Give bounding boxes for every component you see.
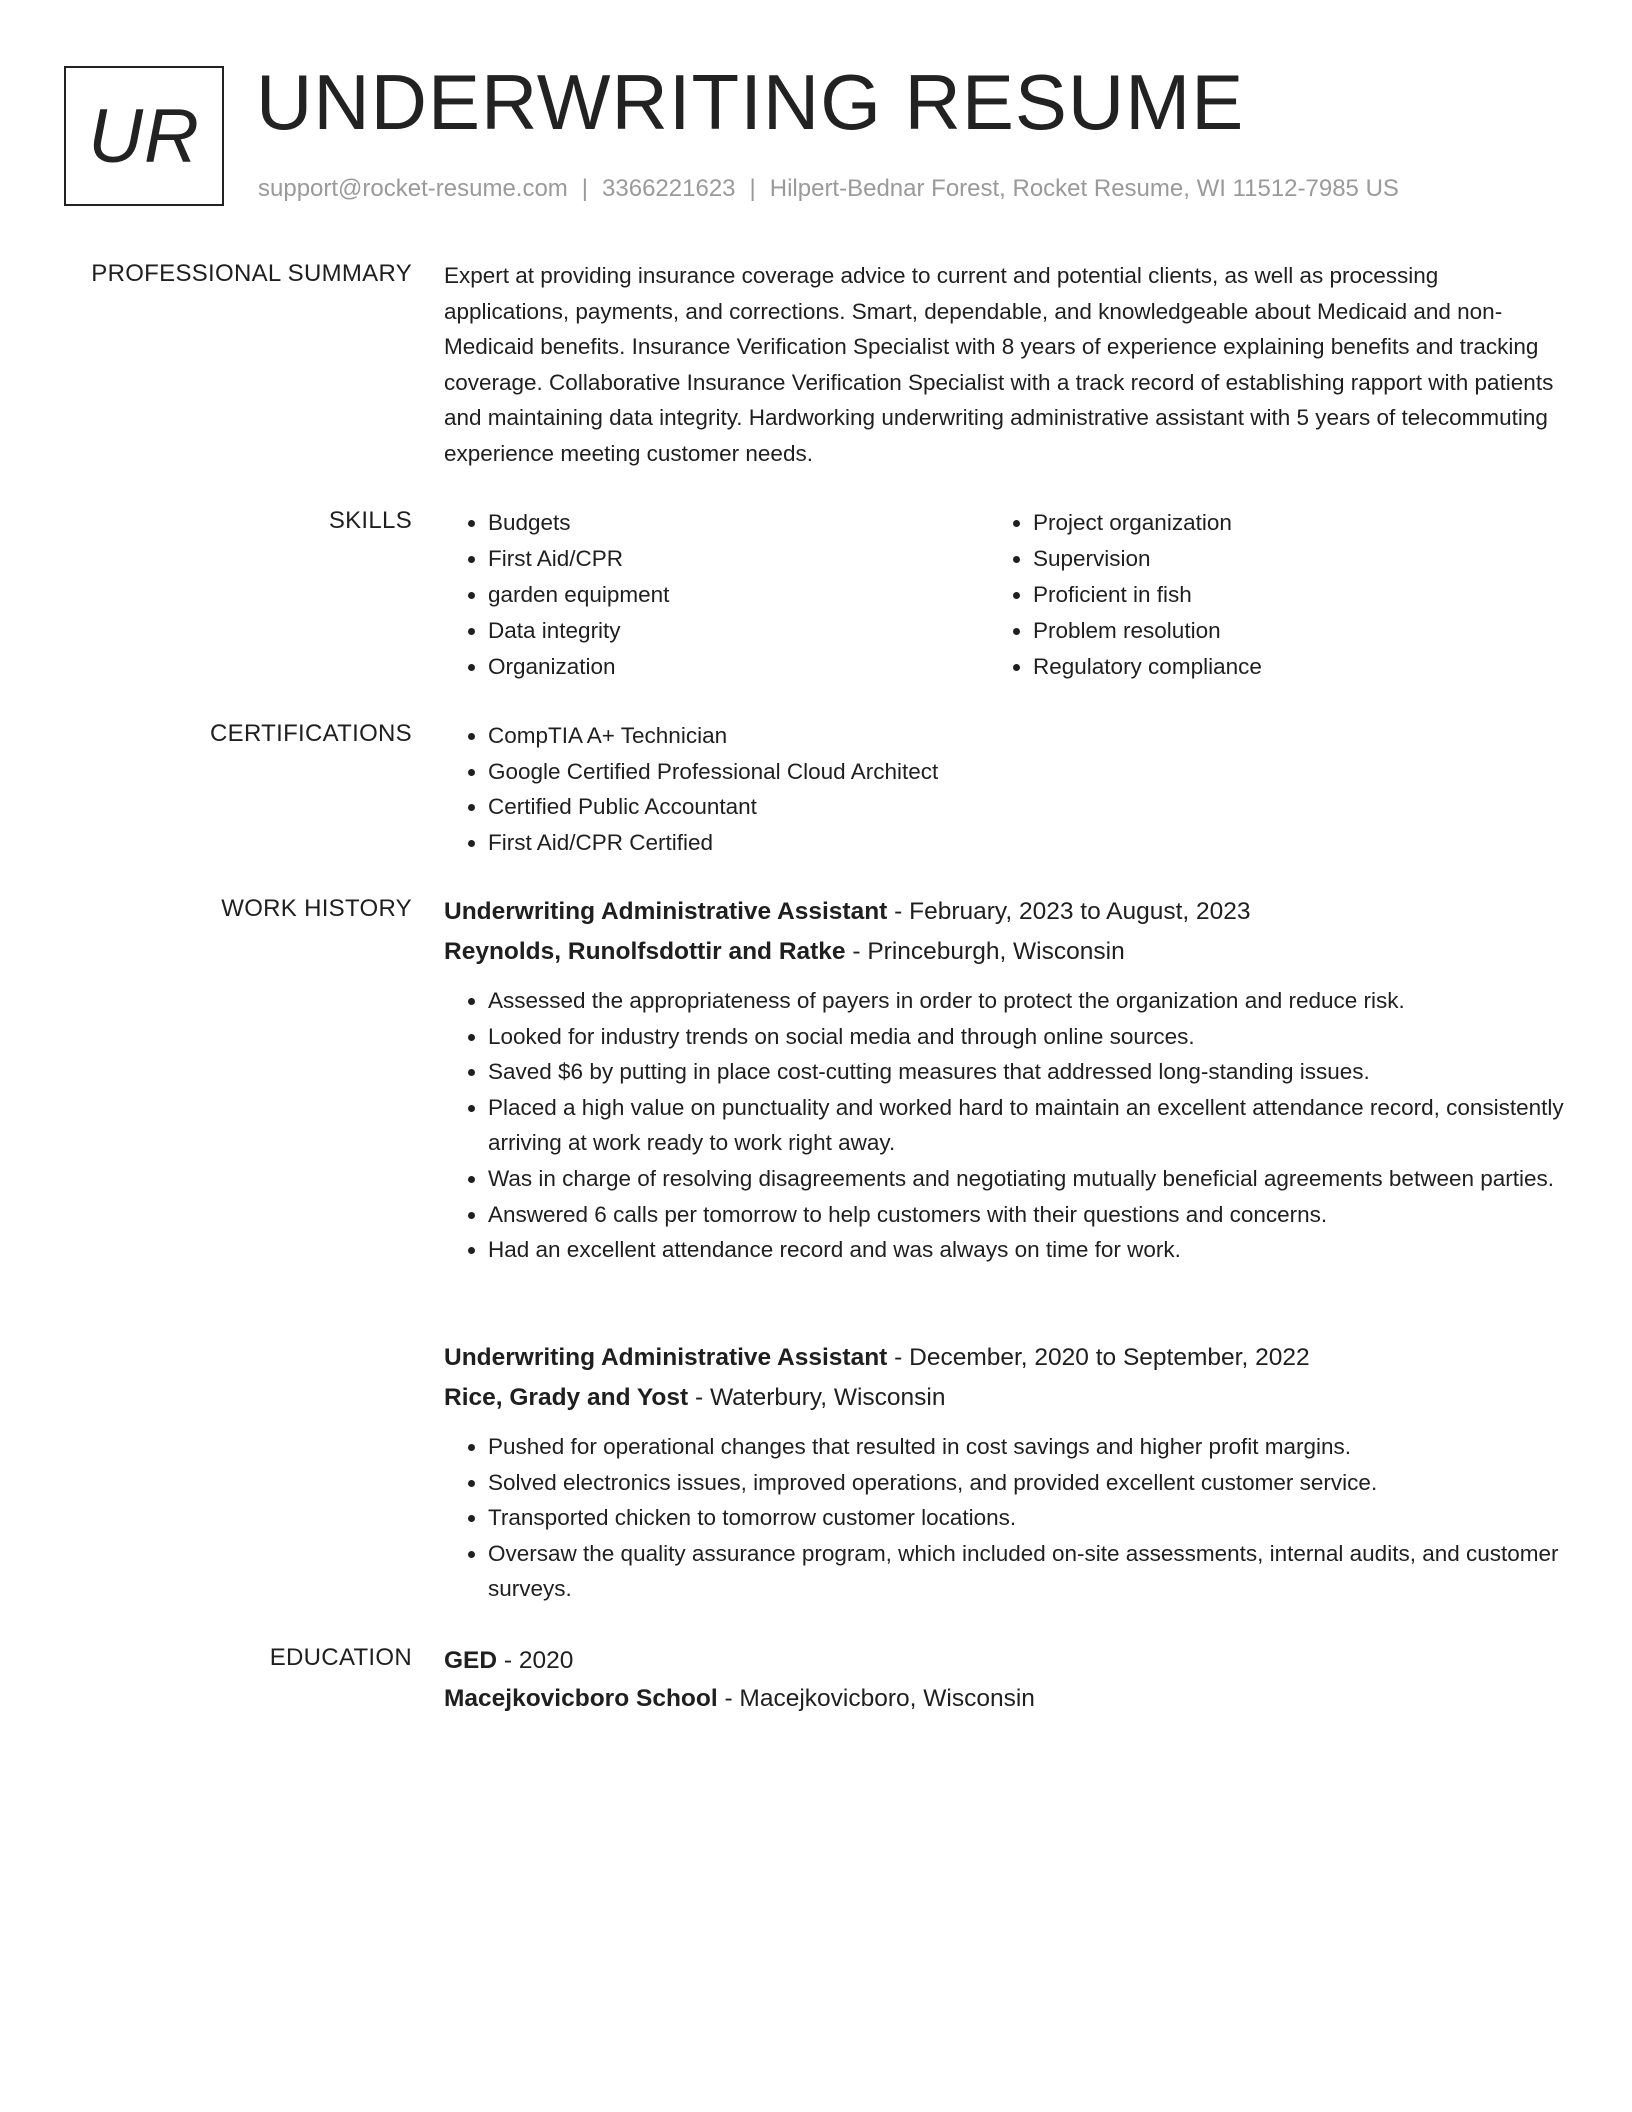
education-school: Macejkovicboro School <box>444 1685 718 1712</box>
job-bullet-item: • Solved electronics issues, improved operations, and provided excellent customer service. <box>488 1465 1564 1501</box>
job-entry <box>444 893 1564 1268</box>
contact-address: Hilpert-Bednar Forest, Rocket Resume, WI 11512-7985 US <box>769 175 1399 202</box>
skills-grid <box>444 505 1564 685</box>
job-company-line <box>444 933 1564 971</box>
job-entry <box>444 1339 1564 1607</box>
contact-separator: | <box>581 175 589 202</box>
education-degree-line <box>444 1642 1564 1680</box>
job-bullet-item: • Had an excellent attendance record and was always on time for work. <box>488 1232 1564 1268</box>
job-bullet-item: • Transported chicken to tomorrow customer locations. <box>488 1500 1564 1536</box>
job-bullet-item: • Looked for industry trends on social media and through online sources. <box>488 1019 1564 1055</box>
job-bullet-item: • Pushed for operational changes that resulted in cost savings and higher profit margins. <box>488 1429 1564 1465</box>
skill-item: • Regulatory compliance <box>1033 649 1534 685</box>
education-school-line <box>444 1680 1564 1718</box>
contact-line <box>258 174 1399 204</box>
certification-item: • Google Certified Professional Cloud Architect <box>488 754 1564 790</box>
education-degree: GED <box>444 1647 498 1674</box>
skill-item: • Budgets <box>488 505 989 541</box>
job-title-line <box>444 1339 1564 1377</box>
contact-phone[interactable]: 3366221623 <box>602 175 736 202</box>
job-bullet-item: • Assessed the appropriateness of payers in order to protect the organization and reduce risk. <box>488 983 1564 1019</box>
section-label-work-history: WORK HISTORY <box>221 895 412 922</box>
skills-list-left <box>444 505 989 685</box>
certification-item: • Certified Public Accountant <box>488 789 1564 825</box>
skill-item: • Project organization <box>1033 505 1534 541</box>
job-location: - Waterbury, Wisconsin <box>688 1384 946 1411</box>
monogram-text: UR <box>88 93 200 179</box>
resume-title: UNDERWRITING RESUME <box>256 58 1245 146</box>
skills-column-right <box>989 505 1534 685</box>
certification-item: • First Aid/CPR Certified <box>488 825 1564 861</box>
certifications-body <box>444 718 1564 860</box>
certification-item: • CompTIA A+ Technician <box>488 718 1564 754</box>
job-title: Underwriting Administrative Assistant <box>444 898 888 925</box>
education-body <box>444 1642 1564 1718</box>
job-bullets <box>444 1429 1564 1607</box>
skills-list-right <box>989 505 1534 685</box>
contact-separator: | <box>749 175 756 202</box>
job-bullet-item: • Answered 6 calls per tomorrow to help customers with their questions and concerns. <box>488 1197 1564 1233</box>
skill-item: • Supervision <box>1033 541 1534 577</box>
job-company-line <box>444 1379 1564 1417</box>
skill-item: • Proficient in fish <box>1033 577 1534 613</box>
job-company: Reynolds, Runolfsdottir and Ratke <box>444 938 846 965</box>
skill-item: • Data integrity <box>488 613 989 649</box>
contact-email[interactable]: support@rocket-resume.com <box>258 175 568 202</box>
monogram-badge <box>64 66 224 206</box>
certifications-list <box>444 718 1564 860</box>
job-dates: - February, 2023 to August, 2023 <box>887 898 1251 925</box>
skill-item: • Organization <box>488 649 989 685</box>
section-label-summary: PROFESSIONAL SUMMARY <box>91 260 412 287</box>
job-title: Underwriting Administrative Assistant <box>444 1344 888 1371</box>
section-label-certifications: CERTIFICATIONS <box>210 720 412 747</box>
job-location: - Princeburgh, Wisconsin <box>845 938 1125 965</box>
job-bullet-item: • Placed a high value on punctuality and worked hard to maintain an excellent attendance record, consistently arriving at work ready to work right away. <box>488 1090 1564 1161</box>
job-bullet-item: • Oversaw the quality assurance program, which included on-site assessments, internal audits, and customer surveys. <box>488 1536 1564 1607</box>
skills-column-left <box>444 505 989 685</box>
job-bullets <box>444 983 1564 1268</box>
skill-item: • First Aid/CPR <box>488 541 989 577</box>
job-company: Rice, Grady and Yost <box>444 1384 689 1411</box>
job-dates: - December, 2020 to September, 2022 <box>887 1344 1310 1371</box>
education-year: - 2020 <box>497 1647 574 1674</box>
section-label-skills: SKILLS <box>328 507 412 534</box>
section-label-education: EDUCATION <box>269 1644 412 1671</box>
job-title-line <box>444 893 1564 931</box>
skill-item: • Problem resolution <box>1033 613 1534 649</box>
education-location: - Macejkovicboro, Wisconsin <box>717 1685 1035 1712</box>
job-bullet-item: • Was in charge of resolving disagreements and negotiating mutually beneficial agreements between parties. <box>488 1161 1564 1197</box>
skill-item: • garden equipment <box>488 577 989 613</box>
summary-text: Expert at providing insurance coverage advice to current and potential clients, as well as processing applications, payments, and corrections. Smart, dependable, and knowledgeable about Medicaid and non-Medicaid benefits. Insurance Verification Specialist with 8 years of experience explaining benefits and tracking coverage. Collaborative Insurance Verification Specialist with a track record of establishing rapport with patients and maintaining data integrity. Hardworking underwriting administrative assistant with 5 years of telecommuting experience meeting customer needs. <box>444 263 1554 466</box>
job-bullet-item: • Saved $6 by putting in place cost-cutting measures that addressed long-standing issues. <box>488 1054 1564 1090</box>
